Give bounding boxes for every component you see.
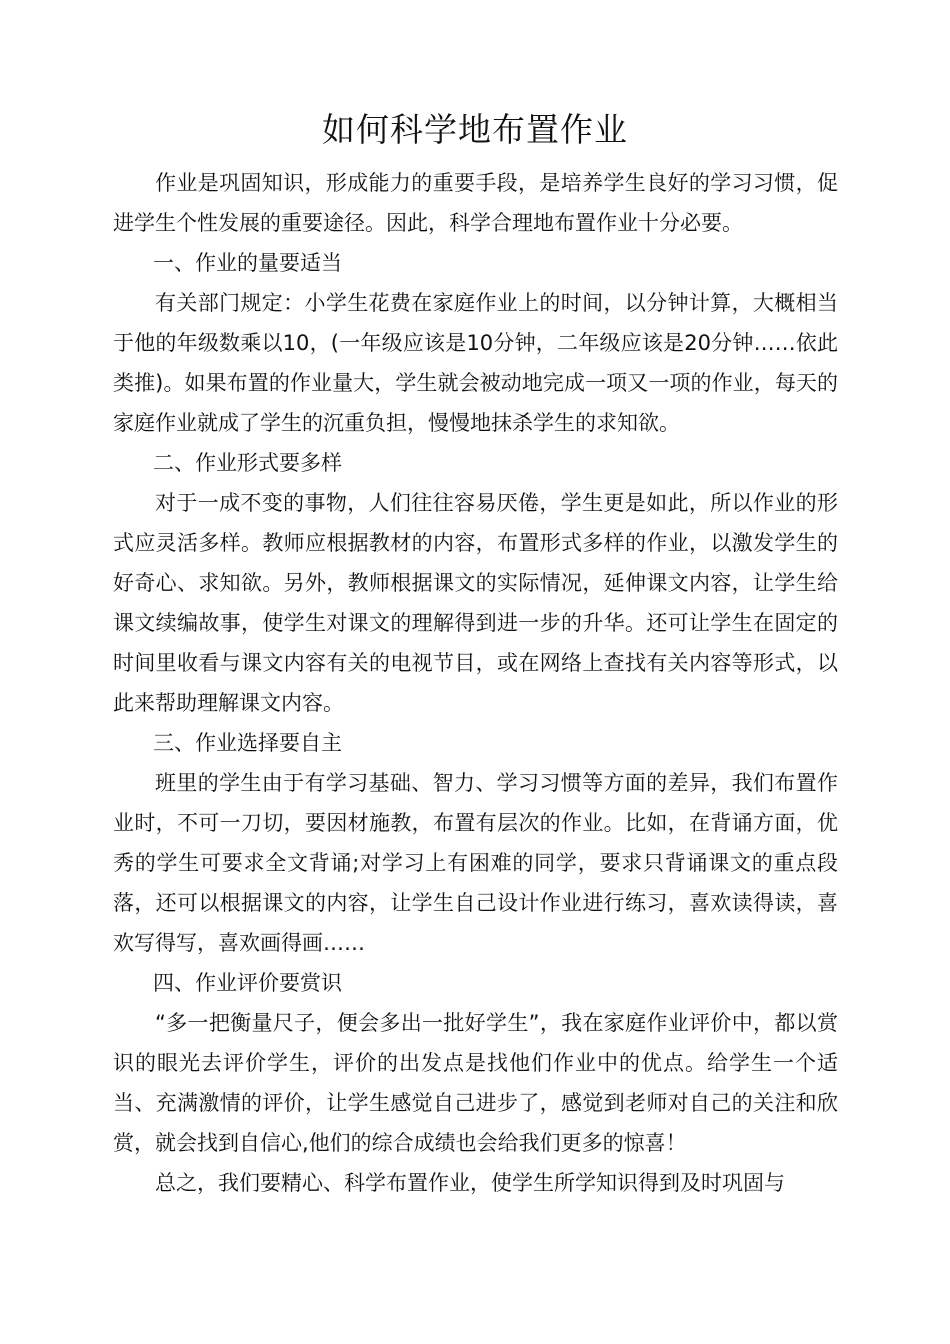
document-body [113,163,838,1203]
document-title: 如何科学地布置作业 [322,110,628,149]
conclusion-paragraph: 总之，我们要精心、科学布置作业，使学生所学知识得到及时巩固与 [155,1171,785,1195]
intro-paragraph: 作业是巩固知识，形成能力的重要手段，是培养学生良好的学习习惯，促进学生个性发展的重要途径。因此，科学合理地布置作业十分必要。 [113,171,838,235]
section-heading-3: 三、作业选择要自主 [153,731,342,755]
section-paragraph-4: “多一把衡量尺子，便会多出一批好学生”，我在家庭作业评价中，都以赏识的眼光去评价学生，评价的出发点是找他们作业中的优点。给学生一个适当、充满激情的评价，让学生感觉自己进步了，感觉到老师对自己的关注和欣赏，就会找到自信心,他们的综合成绩也会给我们更多的惊喜！ [113,1011,838,1155]
section-paragraph-3: 班里的学生由于有学习基础、智力、学习习惯等方面的差异，我们布置作业时，不可一刀切，要因材施教，布置有层次的作业。比如，在背诵方面，优秀的学生可要求全文背诵;对学习上有困难的同学，要求只背诵课文的重点段落，还可以根据课文的内容，让学生自己设计作业进行练习，喜欢读得读，喜欢写得写，喜欢画得画…… [113,771,838,955]
section-heading-4: 四、作业评价要赏识 [153,971,342,995]
section-heading-1: 一、作业的量要适当 [153,251,342,275]
section-heading-2: 二、作业形式要多样 [153,451,342,475]
section-paragraph-2: 对于一成不变的事物，人们往往容易厌倦，学生更是如此，所以作业的形式应灵活多样。教师应根据教材的内容，布置形式多样的作业，以激发学生的好奇心、求知欲。另外，教师根据课文的实际情况，延伸课文内容，让学生给课文续编故事，使学生对课文的理解得到进一步的升华。还可让学生在固定的时间里收看与课文内容有关的电视节目，或在网络上查找有关内容等形式，以此来帮助理解课文内容。 [113,491,838,715]
section-paragraph-1: 有关部门规定：小学生花费在家庭作业上的时间，以分钟计算，大概相当于他的年级数乘以10，(一年级应该是10分钟，二年级应该是20分钟……依此类推)。如果布置的作业量大，学生就会被动地完成一项又一项的作业，每天的家庭作业就成了学生的沉重负担，慢慢地抹杀学生的求知欲。 [113,291,838,435]
